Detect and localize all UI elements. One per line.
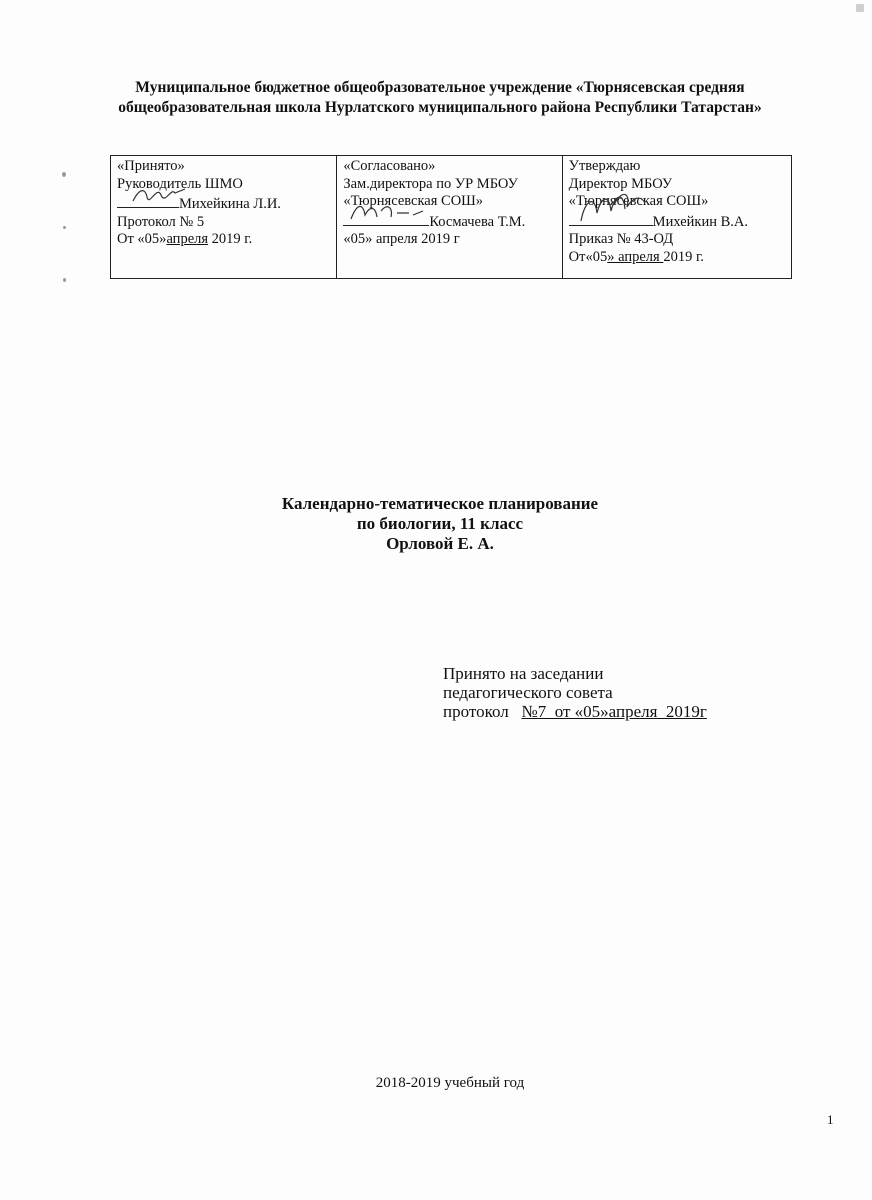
handwritten-signature-icon: [347, 199, 427, 225]
agreed-signature-line: [343, 211, 555, 232]
council-line-2: педагогического совета: [443, 683, 613, 702]
agreed-name: Космачева Т.М.: [429, 213, 526, 230]
approval-agreed-cell: [336, 156, 561, 278]
accepted-date: [117, 231, 330, 249]
approval-accepted-cell: [111, 156, 336, 278]
accepted-date-month: апреля: [166, 231, 209, 247]
agreed-date: «05» апреля 2019 г: [343, 231, 460, 247]
approved-date-suffix: 2019 г.: [663, 248, 704, 265]
council-line-3: [443, 702, 707, 721]
handwritten-signature-icon: [575, 189, 649, 227]
approved-heading: Утверждаю: [568, 158, 641, 174]
council-protocol-reference: №7 от «05»апреля 2019г: [521, 702, 707, 721]
title-line-1: Календарно-тематическое планирование: [281, 494, 599, 513]
approved-date-underlined: » апреля: [607, 248, 664, 265]
school-header-line-1: Муниципальное бюджетное общеобразовательное учреждение «Тюрнясевская средняя: [135, 79, 745, 96]
agreed-role: Зам.директора по УР МБОУ: [343, 175, 518, 192]
approved-date-prefix: От«05: [568, 248, 608, 265]
title-line-3: Орловой Е. А.: [386, 534, 494, 553]
document-title: [160, 494, 720, 554]
school-header: [60, 78, 820, 118]
council-line-1: Принято на заседании: [443, 664, 604, 683]
approval-approved-cell: [562, 156, 791, 278]
page-number: 1: [827, 1112, 834, 1127]
approved-date: [569, 249, 785, 267]
scan-speck: [63, 278, 66, 282]
scan-corner-mark: [856, 4, 864, 12]
accepted-protocol: Протокол № 5: [117, 213, 205, 230]
accepted-date-suffix: 2019 г.: [208, 231, 253, 247]
council-line-3-prefix: протокол: [443, 702, 522, 721]
school-header-line-2: общеобразовательная школа Нурлатского муниципального района Республики Татарстан»: [118, 99, 762, 116]
approved-org: «Тюрнясевская СОШ»: [568, 193, 709, 209]
accepted-heading: «Принято»: [117, 158, 185, 174]
scan-speck: [62, 172, 66, 177]
council-note: [443, 664, 707, 721]
accepted-role: Руководитель ШМО: [117, 175, 243, 192]
agreed-heading: «Согласовано»: [343, 158, 436, 174]
approved-signature-line: [569, 211, 785, 232]
title-line-2: по биологии, 11 класс: [356, 514, 524, 533]
handwritten-signature-icon: [131, 183, 187, 207]
approval-table: [110, 155, 792, 279]
scan-speck: [63, 226, 66, 229]
approved-order: Приказ № 43-ОД: [568, 231, 674, 247]
signature-blank: [569, 211, 653, 226]
approved-role: Директор МБОУ: [568, 175, 673, 192]
academic-year: 2018-2019 учебный год: [375, 1075, 525, 1091]
accepted-signature-line: [117, 193, 330, 214]
accepted-name: Михейкина Л.И.: [179, 196, 281, 212]
accepted-date-prefix: От «05»: [117, 231, 167, 247]
agreed-org: «Тюрнясевская СОШ»: [343, 193, 484, 209]
approved-name: Михейкин В.А.: [652, 213, 748, 230]
signature-blank: [117, 193, 179, 208]
signature-blank: [343, 211, 429, 226]
